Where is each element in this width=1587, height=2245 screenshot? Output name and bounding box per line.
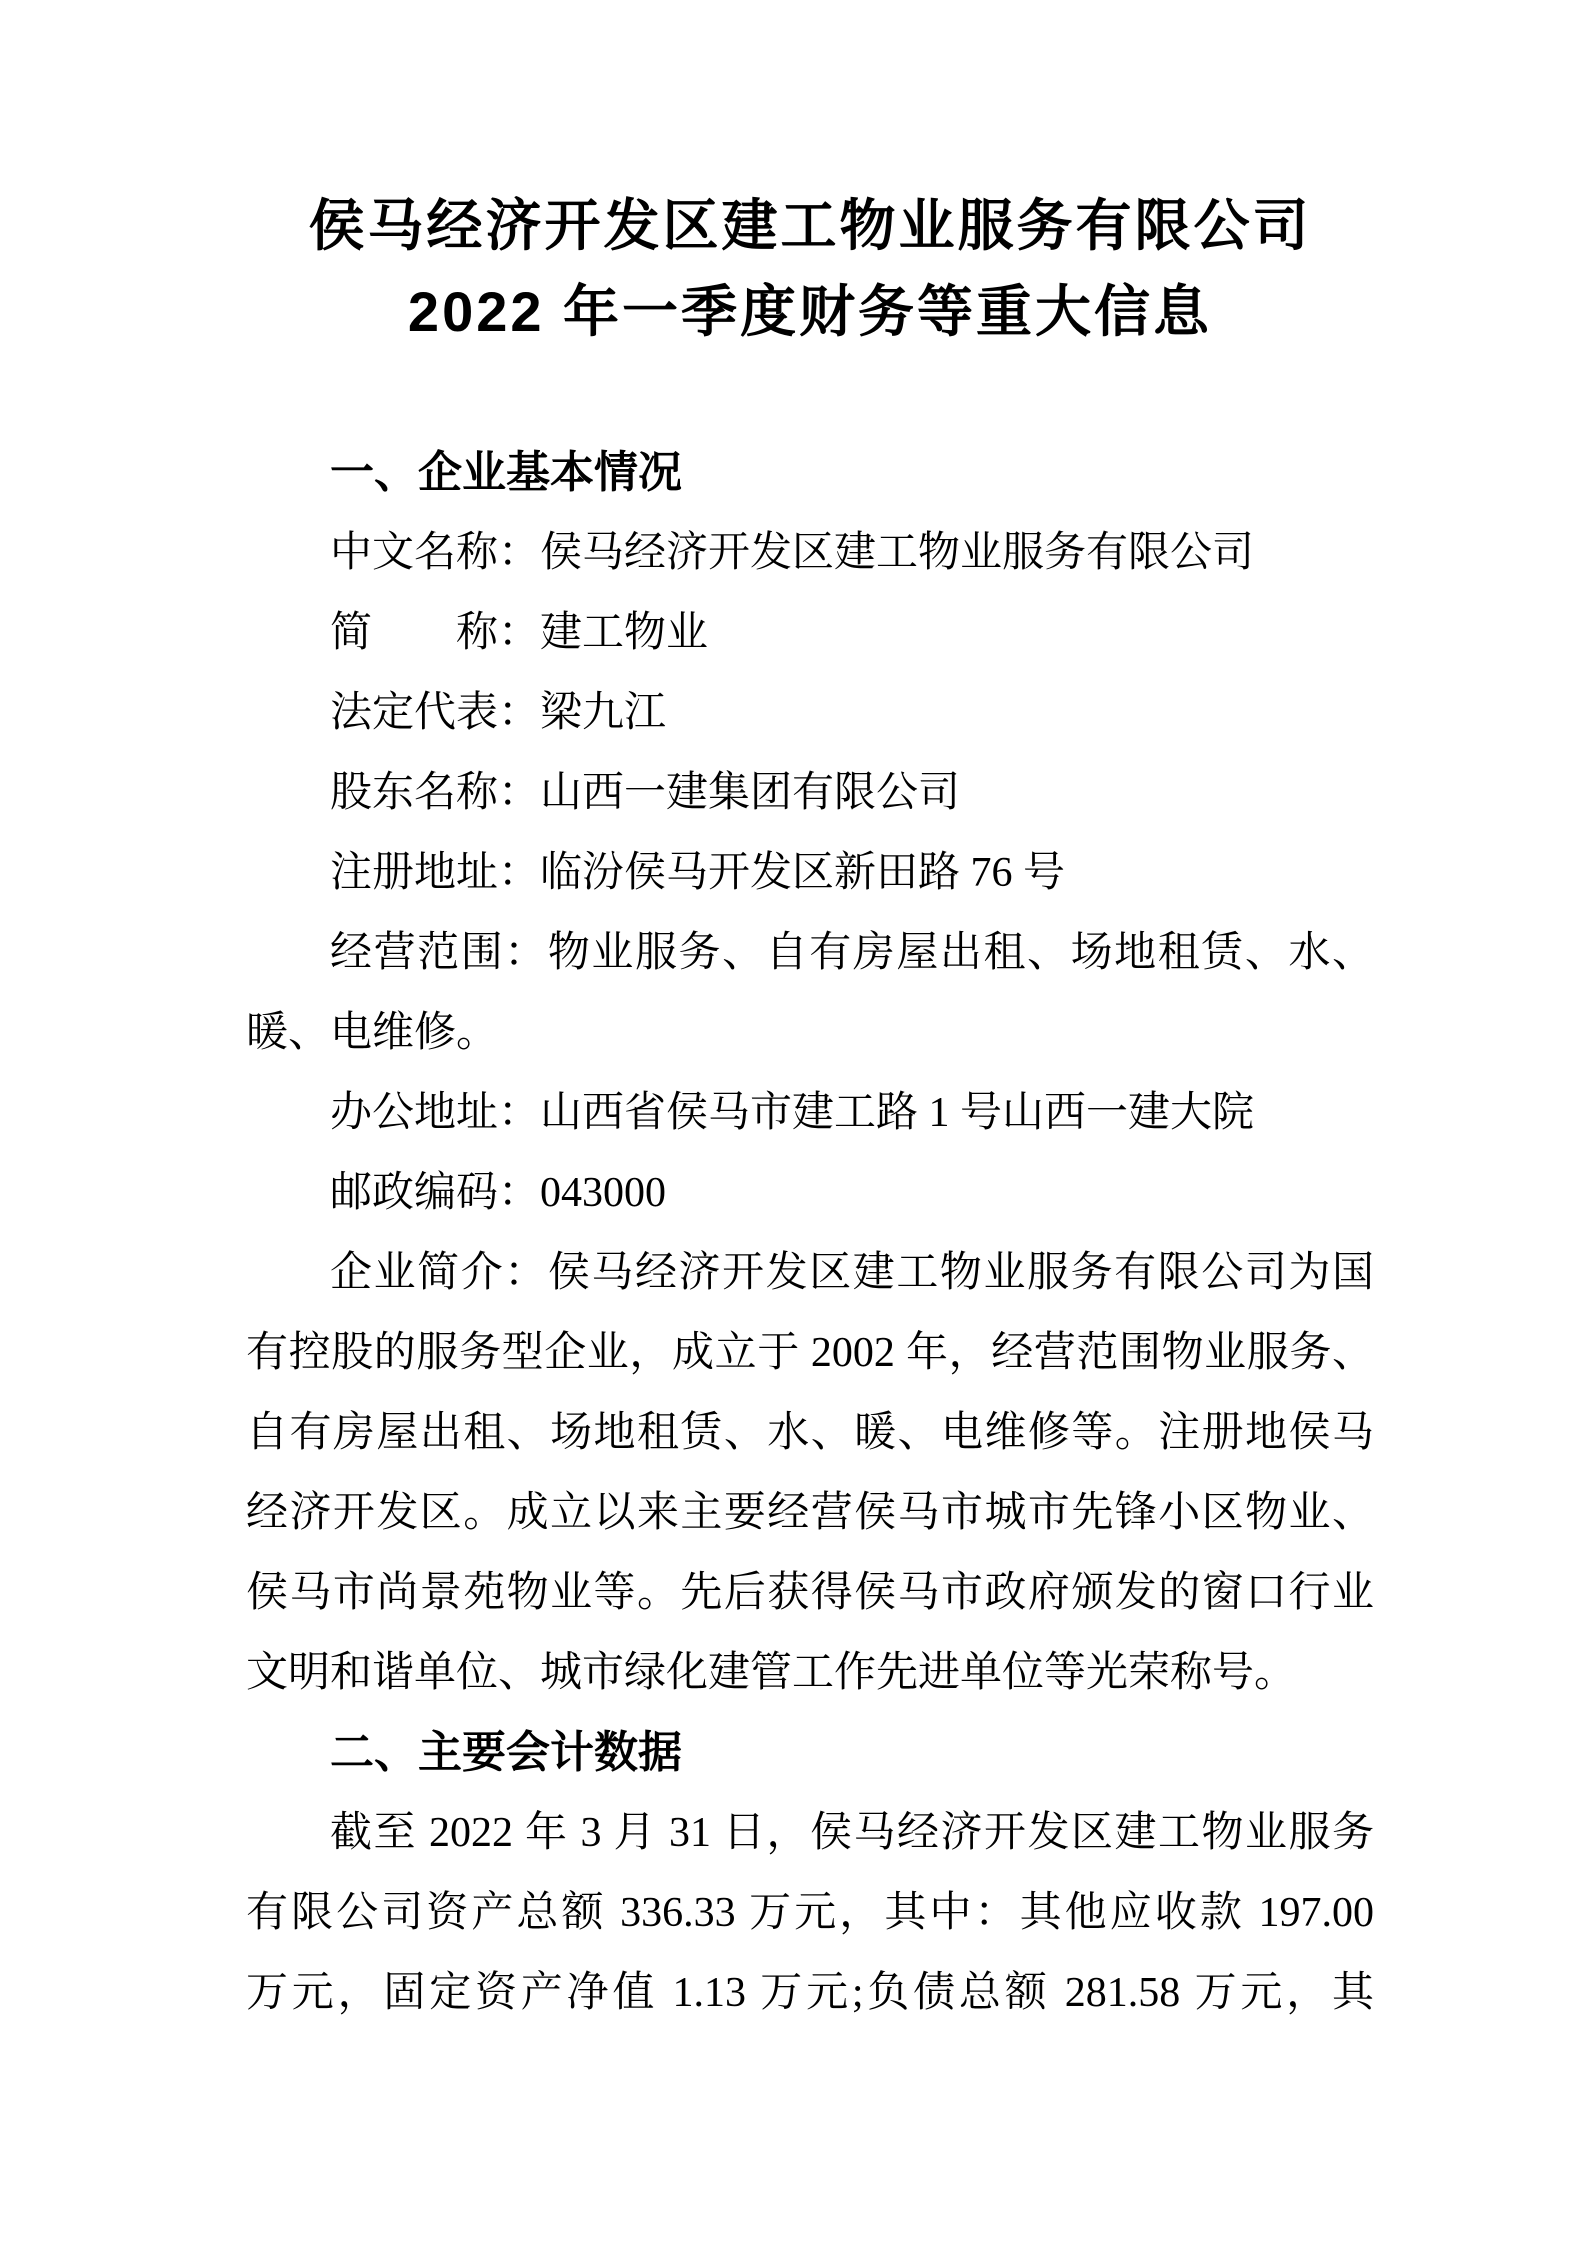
body-line: 有限公司资产总额 336.33 万元，其中：其他应收款 197.00: [246, 1890, 1374, 1936]
body-line: 经济开发区。成立以来主要经营侯马市城市先锋小区物业、: [246, 1490, 1374, 1536]
document-title-line-2: 2022 年一季度财务等重大信息: [407, 280, 1213, 343]
body-line: 简 称：建工物业: [330, 610, 709, 656]
body-line: 万元，固定资产净值 1.13 万元;负债总额 281.58 万元，其: [246, 1970, 1374, 2016]
document-body: [246, 433, 1374, 2033]
body-line: 自有房屋出租、场地租赁、水、暖、电维修等。注册地侯马: [246, 1410, 1374, 1456]
document-title: [246, 183, 1374, 355]
body-line: 注册地址：临汾侯马开发区新田路 76 号: [330, 850, 1066, 896]
body-line: 侯马市尚景苑物业等。先后获得侯马市政府颁发的窗口行业: [246, 1570, 1374, 1616]
section-heading: 一、企业基本情况: [330, 448, 682, 497]
body-line: 企业简介：侯马经济开发区建工物业服务有限公司为国: [330, 1250, 1374, 1296]
body-line: 经营范围：物业服务、自有房屋出租、场地租赁、水、: [330, 930, 1374, 976]
body-line: 办公地址：山西省侯马市建工路 1 号山西一建大院: [330, 1090, 1255, 1136]
body-line: 文明和谐单位、城市绿化建管工作先进单位等光荣称号。: [246, 1650, 1297, 1696]
section-heading: 二、主要会计数据: [330, 1728, 682, 1777]
body-line: 中文名称：侯马经济开发区建工物业服务有限公司: [330, 530, 1255, 576]
document-title-line-1: 侯马经济开发区建工物业服务有限公司: [308, 194, 1312, 257]
body-line: 法定代表：梁九江: [330, 690, 667, 736]
body-line: 股东名称：山西一建集团有限公司: [330, 770, 961, 816]
body-line: 有控股的服务型企业，成立于 2002 年，经营范围物业服务、: [246, 1330, 1374, 1376]
body-line: 邮政编码：043000: [330, 1170, 667, 1216]
body-line: 暖、电维修。: [246, 1010, 499, 1056]
body-line: 截至 2022 年 3 月 31 日，侯马经济开发区建工物业服务: [330, 1810, 1374, 1856]
